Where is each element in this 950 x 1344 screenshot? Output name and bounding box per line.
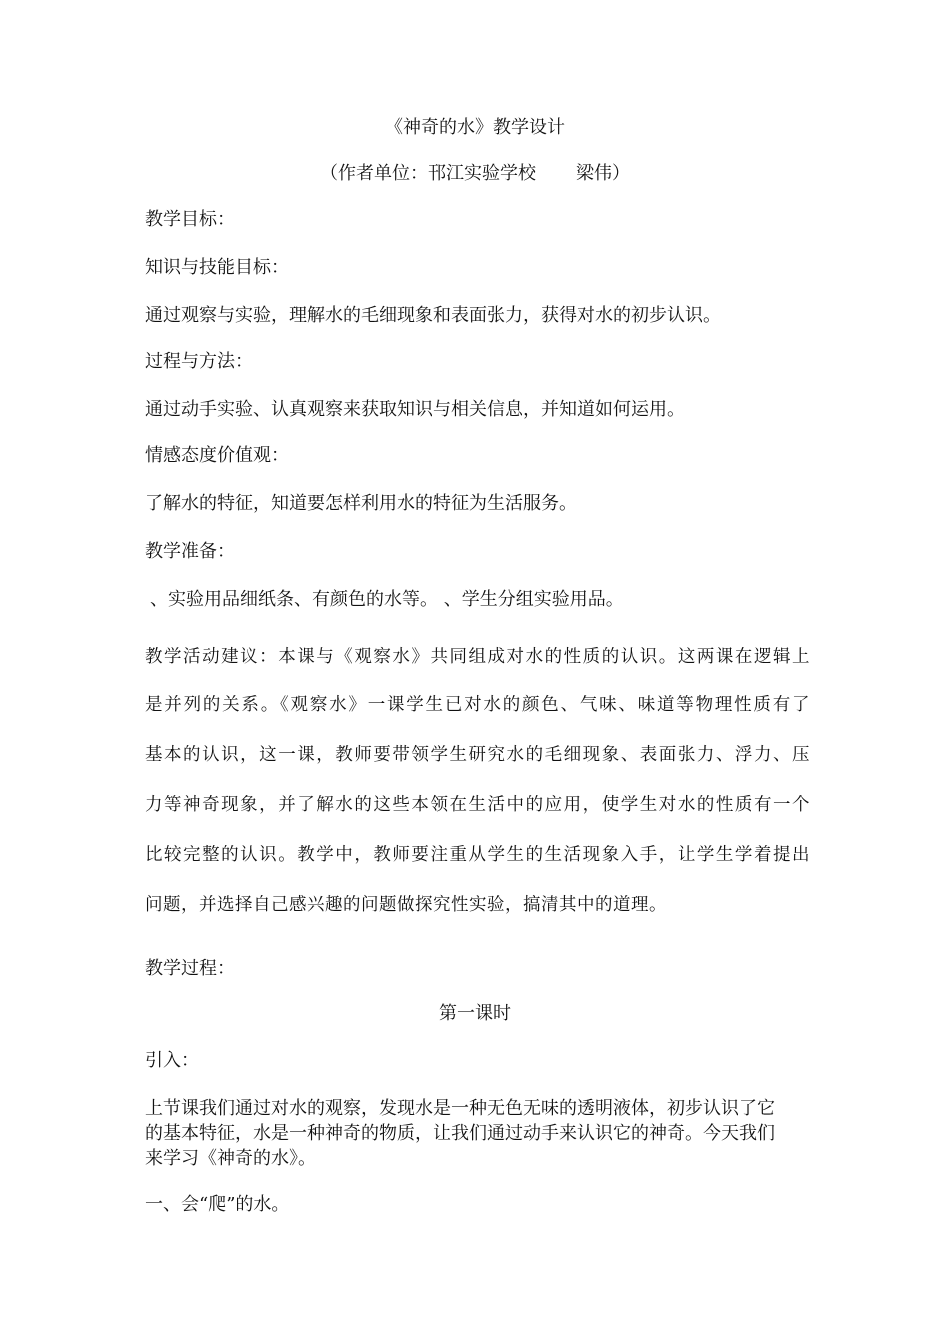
- author-name: 梁伟）: [576, 163, 630, 184]
- knowledge-heading: 知识与技能目标：: [145, 257, 289, 278]
- emotion-text: 了解水的特征，知道要怎样利用水的特征为生活服务。: [145, 493, 577, 514]
- intro-heading: 引入：: [145, 1050, 199, 1071]
- prep-heading: 教学准备：: [145, 541, 235, 562]
- goals-heading: 教学目标：: [145, 209, 235, 230]
- activity-line: 力等神奇现象，并了解水的这些本领在生活中的应用，使学生对水的性质有一个: [145, 795, 810, 815]
- activity-line: 问题，并选择自己感兴趣的问题做探究性实验，搞清其中的道理。: [145, 895, 667, 915]
- intro-line: 上节课我们通过对水的观察，发现水是一种无色无味的透明液体，初步认识了它: [145, 1098, 775, 1119]
- section-heading: 一、会“爬”的水。: [145, 1194, 290, 1215]
- knowledge-text: 通过观察与实验，理解水的毛细现象和表面张力，获得对水的初步认识。: [145, 305, 721, 326]
- prep-text: 、实验用品细纸条、有颜色的水等。 、学生分组实验用品。: [150, 589, 624, 610]
- activity-line: 是并列的关系。《观察水》一课学生已对水的颜色、气味、味道等物理性质有了: [145, 695, 810, 715]
- process-method-text: 通过动手实验、认真观察来获取知识与相关信息，并知道如何运用。: [145, 399, 685, 420]
- author-line: [0, 162, 950, 186]
- author-unit: （作者单位：邗江实验学校: [320, 163, 536, 184]
- document-title: 《神奇的水》教学设计: [385, 117, 565, 138]
- teaching-process-heading: 教学过程：: [145, 958, 235, 979]
- intro-line: 的基本特征，水是一种神奇的物质，让我们通过动手来认识它的神奇。今天我们: [145, 1123, 775, 1144]
- intro-line: 来学习《神奇的水》。: [145, 1148, 316, 1169]
- activity-line: 基本的认识，这一课，教师要带领学生研究水的毛细现象、表面张力、浮力、压: [145, 745, 810, 765]
- activity-line: 比较完整的认识。教学中，教师要注重从学生的生活现象入手，让学生学着提出: [145, 845, 810, 865]
- intro-paragraph: [145, 1096, 810, 1171]
- activity-line: 教学活动建议：本课与《观察水》共同组成对水的性质的认识。这两课在逻辑上: [145, 647, 810, 667]
- emotion-heading: 情感态度价值观：: [145, 445, 289, 466]
- lesson-title: 第一课时: [439, 1003, 511, 1024]
- process-method-heading: 过程与方法：: [145, 351, 253, 372]
